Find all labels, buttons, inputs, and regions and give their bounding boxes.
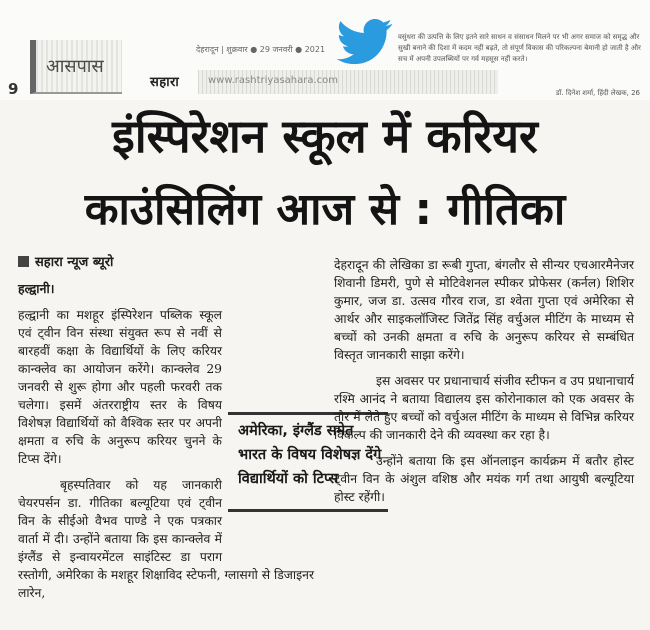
section-label: आसपास [46, 56, 104, 77]
paragraph-3: देहरादून की लेखिका डा रूबी गुप्ता, बंगलौर से सीन्यर एचआरमैनेजर शिवानी डिमरी, पुणे से मोटिवेशनल स्पीकर प्रोफेसर (कर्नल) शिशिर कुमार, जज डा. उत्सव गौरव राज, डा श्वेता गुप्ता एवं अमेरिका से आर्थर और साइकलॉजिस्ट जितेंद्र सिंह वर्चुअल मीटिंग के माध्यम से बच्चों को उनकी क्षमता व रुचि के अनुरूप करियर से सम्बंधित विस्तृत जानकारी साझा करेंगे। [334, 258, 634, 362]
masthead-dateline: देहरादून | शुक्रवार ● 29 जनवरी ● 2021 [196, 45, 326, 54]
section-label-box [30, 40, 122, 94]
article-column-right [334, 256, 634, 506]
brand-logo: सहारा [150, 75, 180, 90]
place-dateline: हल्द्वानी। [18, 281, 55, 296]
paragraph-4: इस अवसर पर प्रधानाचार्य संजीव स्टीफन व उप प्रधानाचार्य रश्मि आनंद ने बताया विद्यालय इस कोरोनाकाल को एक अवसर के तौर में लेते हुए बच्चों को वर्चुअल मीटिंग के माध्यम से विभिन्न करियर विकल्प की जानकारी देने की व्यवस्था कर रहा है। [334, 374, 634, 442]
headline-line-1: इंस्पिरेशन स्कूल में करियर [112, 109, 538, 163]
byline-text: सहारा न्यूज ब्यूरो [35, 255, 114, 270]
quote-author: डॉ. दिनेश शर्मा, हिंदी लेखक, 26 [555, 89, 640, 97]
byline [18, 254, 314, 272]
quote-text: वसुंधरा की उत्पत्ति के लिए इतने सारे साधन व संसाधन मिलने पर भी अगर समाज को समृद्ध और सुखी बनाने की दिशा में कदम नहीं बढ़ते, तो संपूर्ण विकास की परिकल्पना बेमानी हो जाती है और सच में अपनी उपलब्धियों पर गर्व महसूस नहीं करते। [398, 33, 641, 63]
paragraph-5: उन्होंने बताया कि इस ऑनलाइन कार्यक्रम में बतौर होस्ट ट्वीन विन के अंशुल वशिष्ठ और मयंक गर्ग तथा आयुषी बल्यूटिया होस्ट रहेंगी। [334, 454, 634, 504]
paragraph-2: बृहस्पतिवार को यह जानकारी चेयरपर्सन डा. गीतिका बल्यूटिया एवं ट्वीन विन के सीईओ वैभव पाण्डे ने एक पत्रकार वार्ता में दी। उन्होंने बताया कि इस कान्क्लेव में इंग्लैंड से इन्वायरमेंटल साइंटिस्ट डा पराग रस्तोगी, अमेरिका के मशहूर शिक्षाविद स्टेफनी, ग्लासगो से डिजाइनर लारेन, [18, 478, 314, 600]
headline-line-2: काउंसिलिंग आज से : गीतिका [84, 184, 566, 235]
paragraph-1: हल्द्वानी का मशहूर इंस्पिरेशन पब्लिक स्कूल एवं ट्वीन विन संस्था संयुक्त रूप से नवीं से बारहवीं कक्षा के विद्यार्थियों के लिए करियर कान्क्लेव का आयोजन करेंगे। कान्क्लेव 29 जनवरी से शुरू होगा और पहली फरवरी तक चलेगा। इसमें अंतरराष्ट्रीय स्तर के विषय विशेषज्ञ विद्यार्थियों को वैश्विक स्तर पर अपनी क्षमता व रुचि के अनुरूप करियर चुनने के टिप्स देंगे। [18, 306, 314, 468]
byline-square-icon [18, 256, 29, 267]
masthead [0, 0, 650, 100]
page-number: 9 [8, 80, 19, 98]
website-url: www.rashtriyasahara.com [208, 75, 339, 86]
quote-box [398, 32, 648, 98]
twitter-bird-icon [334, 18, 396, 64]
pull-quote-text: अमेरिका, इंग्लैंड समेत भारत के विषय विशेषज्ञ देंगे विद्यार्थियों को टिप्स [238, 423, 382, 487]
